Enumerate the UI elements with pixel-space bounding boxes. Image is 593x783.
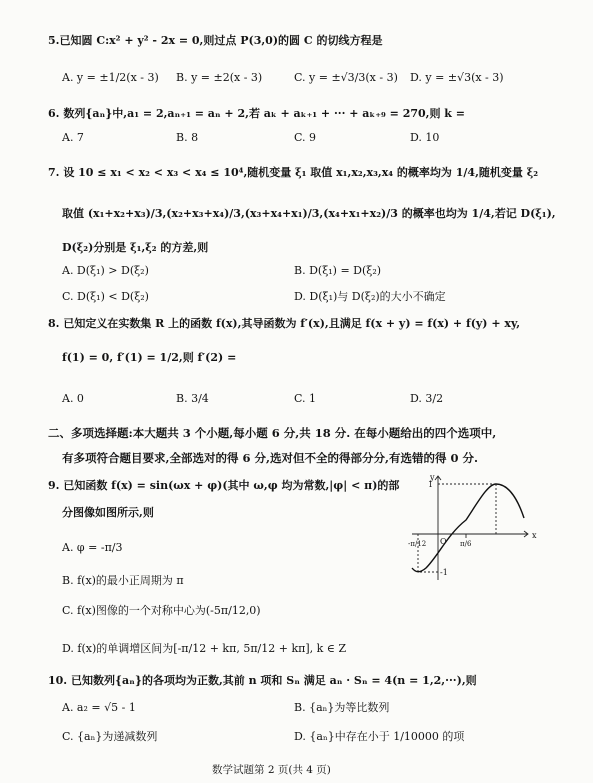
q6-option-c: C. 9 <box>294 131 317 144</box>
q10-option-b: B. {aₙ}为等比数列 <box>294 701 390 714</box>
q10-option-d: D. {aₙ}中存在小于 1/10000 的项 <box>294 730 465 743</box>
q7-stem-line3: D(ξ₂)分别是 ξ₁,ξ₂ 的方差,则 <box>62 241 209 254</box>
q9-sine-graph <box>408 472 543 584</box>
q9-option-d: D. f(x)的单调增区间为[-π/12 + kπ, 5π/12 + kπ], k ∈ Z <box>62 642 347 655</box>
y-min-label: -1 <box>440 568 448 577</box>
q5-option-d: D. y = ±√3(x - 3) <box>410 71 504 84</box>
q10-option-c: C. {aₙ}为递减数列 <box>62 730 158 743</box>
q8-option-b: B. 3/4 <box>176 392 209 405</box>
q10-option-a: A. a₂ = √5 - 1 <box>62 701 136 714</box>
section2-heading-line2: 有多项符合题目要求,全部选对的得 6 分,选对但不全的得部分分,有选错的得 0 分. <box>62 451 479 465</box>
y-max-label: 1 <box>428 480 434 489</box>
q5-option-c: C. y = ±√3/3(x - 3) <box>294 71 398 84</box>
sine-curve <box>412 484 524 572</box>
q7-option-c: C. D(ξ₁) < D(ξ₂) <box>62 290 149 303</box>
q5-option-a: A. y = ±1/2(x - 3) <box>62 71 159 84</box>
q6-option-d: D. 10 <box>410 131 440 144</box>
q8-option-d: D. 3/2 <box>410 392 444 405</box>
q5-option-b: B. y = ±2(x - 3) <box>176 71 263 84</box>
q8-stem-line1: 8. 已知定义在实数集 R 上的函数 f(x),其导函数为 f′(x),且满足 f(x + y) = f(x) + f(y) + xy, <box>48 317 521 330</box>
q9-stem-line2: 分图像如图所示,则 <box>62 506 154 519</box>
origin-label: O <box>440 537 447 546</box>
section2-heading-line1: 二、多项选择题:本大题共 3 个小题,每小题 6 分,共 18 分. 在每小题给出的四个选项中, <box>48 426 497 440</box>
q9-option-b: B. f(x)的最小正周期为 π <box>62 574 184 587</box>
q7-option-b: B. D(ξ₁) = D(ξ₂) <box>294 264 382 277</box>
q6-option-a: A. 7 <box>62 131 84 144</box>
y-axis-label: y <box>430 473 435 482</box>
q9-option-c: C. f(x)图像的一个对称中心为(-5π/12,0) <box>62 604 261 617</box>
q7-stem-line1: 7. 设 10 ≤ x₁ < x₂ < x₃ < x₄ ≤ 10⁴,随机变量 ξ₁ 取值 x₁,x₂,x₃,x₄ 的概率均为 1/4,随机变量 ξ₂ <box>48 166 539 179</box>
tick-left-label: -π/12 <box>408 540 427 548</box>
q6-stem: 6. 数列{aₙ}中,a₁ = 2,aₙ₊₁ = aₙ + 2,若 aₖ + aₖ₊₁ + ··· + aₖ₊₉ = 270,则 k = <box>48 107 465 120</box>
q8-stem-line2: f(1) = 0, f′(1) = 1/2,则 f′(2) = <box>62 351 237 364</box>
q7-option-a: A. D(ξ₁) > D(ξ₂) <box>62 264 149 277</box>
page-footer: 数学试题第 2 页(共 4 页) <box>212 764 331 776</box>
q5-stem: 5.已知圆 C:x² + y² - 2x = 0,则过点 P(3,0)的圆 C 的切线方程是 <box>48 34 383 47</box>
tick-right-label: π/6 <box>460 540 472 548</box>
x-axis-label: x <box>532 531 537 540</box>
q9-option-a: A. φ = -π/3 <box>62 541 123 554</box>
q9-stem-line1: 9. 已知函数 f(x) = sin(ωx + φ)(其中 ω,φ 均为常数,|φ| < π)的部 <box>48 479 400 492</box>
q8-option-a: A. 0 <box>62 392 84 405</box>
q7-stem-line2: 取值 (x₁+x₂+x₃)/3,(x₂+x₃+x₄)/3,(x₃+x₄+x₁)/3,(x₄+x₁+x₂)/3 的概率也均为 1/4,若记 D(ξ₁), <box>62 207 556 220</box>
q10-stem: 10. 已知数列{aₙ}的各项均为正数,其前 n 项和 Sₙ 满足 aₙ · Sₙ = 4(n = 1,2,···),则 <box>48 674 477 687</box>
q8-option-c: C. 1 <box>294 392 317 405</box>
q6-option-b: B. 8 <box>176 131 199 144</box>
q7-option-d: D. D(ξ₁)与 D(ξ₂)的大小不确定 <box>294 290 446 303</box>
